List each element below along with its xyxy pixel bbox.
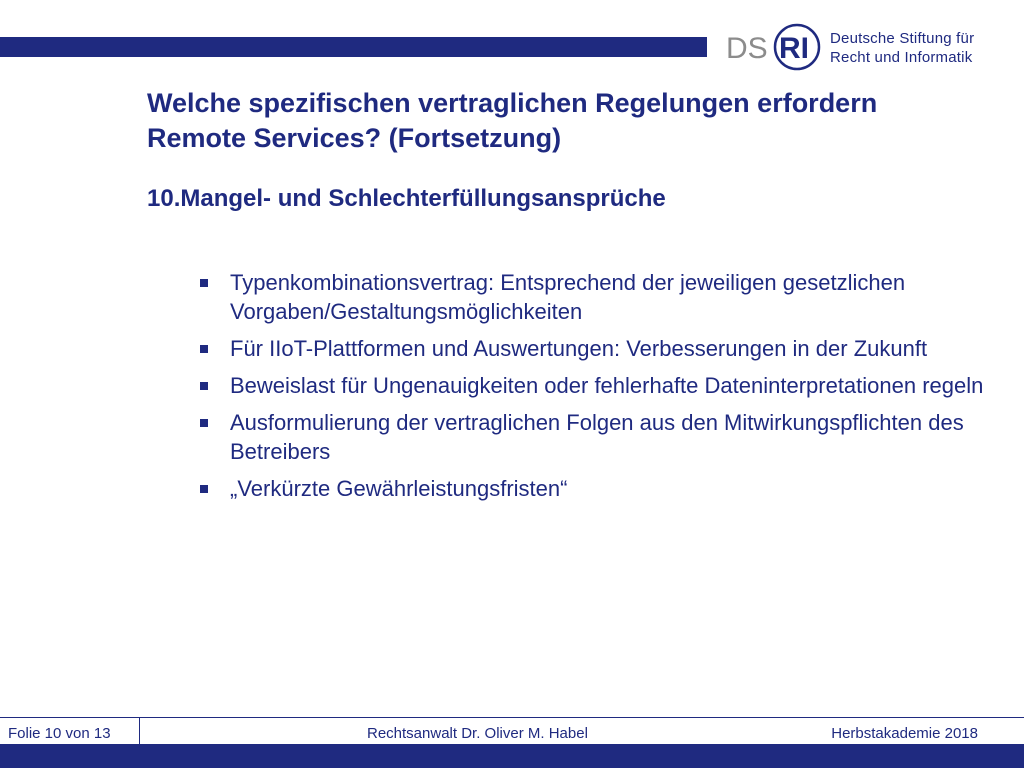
logo-mark-suffix: RI [779,32,809,65]
bullet-text: „Verkürzte Gewährleistungsfristen“ [230,476,568,501]
bullet-text: Typenkombinationsvertrag: Entsprechend der jeweiligen gesetzlichen Vorgaben/Gestaltungsmöglichkeiten [230,270,906,324]
dsri-logo [724,16,1014,80]
bullet-text: Für IIoT-Plattformen und Auswertungen: Verbesserungen in der Zukunft [230,336,928,361]
square-bullet-icon [200,345,208,353]
footer-bar [0,744,1024,768]
bullet-text: Ausformulierung der vertraglichen Folgen aus den Mitwirkungspflichten des Betreibers [230,410,964,464]
bullet-item [196,334,986,363]
logo-text [830,29,1010,67]
square-bullet-icon [200,485,208,493]
square-bullet-icon [200,382,208,390]
footer-divider [0,717,1024,718]
logo-mark-prefix: DS [726,32,768,65]
slide-subtitle: 10.Mangel- und Schlechterfüllungsansprüche [147,185,666,212]
footer-event: Herbstakademie 2018 [831,725,978,742]
logo-line-2: Recht und Informatik [830,49,973,66]
bullet-item [196,474,986,503]
footer-presenter: Rechtsanwalt Dr. Oliver M. Habel [367,725,588,742]
bullet-text: Beweislast für Ungenauigkeiten oder fehlerhafte Dateninterpretationen regeln [230,373,984,398]
header-bar [0,37,707,57]
bullet-list [196,268,986,511]
square-bullet-icon [200,279,208,287]
dsri-logo-mark [724,22,824,72]
square-bullet-icon [200,419,208,427]
footer-slide-number: Folie 10 von 13 [8,725,111,742]
slide-title: Welche spezifischen vertraglichen Regelungen erfordern Remote Services? (Fortsetzung) [147,88,878,153]
bullet-item [196,408,986,466]
bullet-item [196,268,986,326]
bullet-item [196,371,986,400]
logo-line-1: Deutsche Stiftung für [830,30,975,47]
